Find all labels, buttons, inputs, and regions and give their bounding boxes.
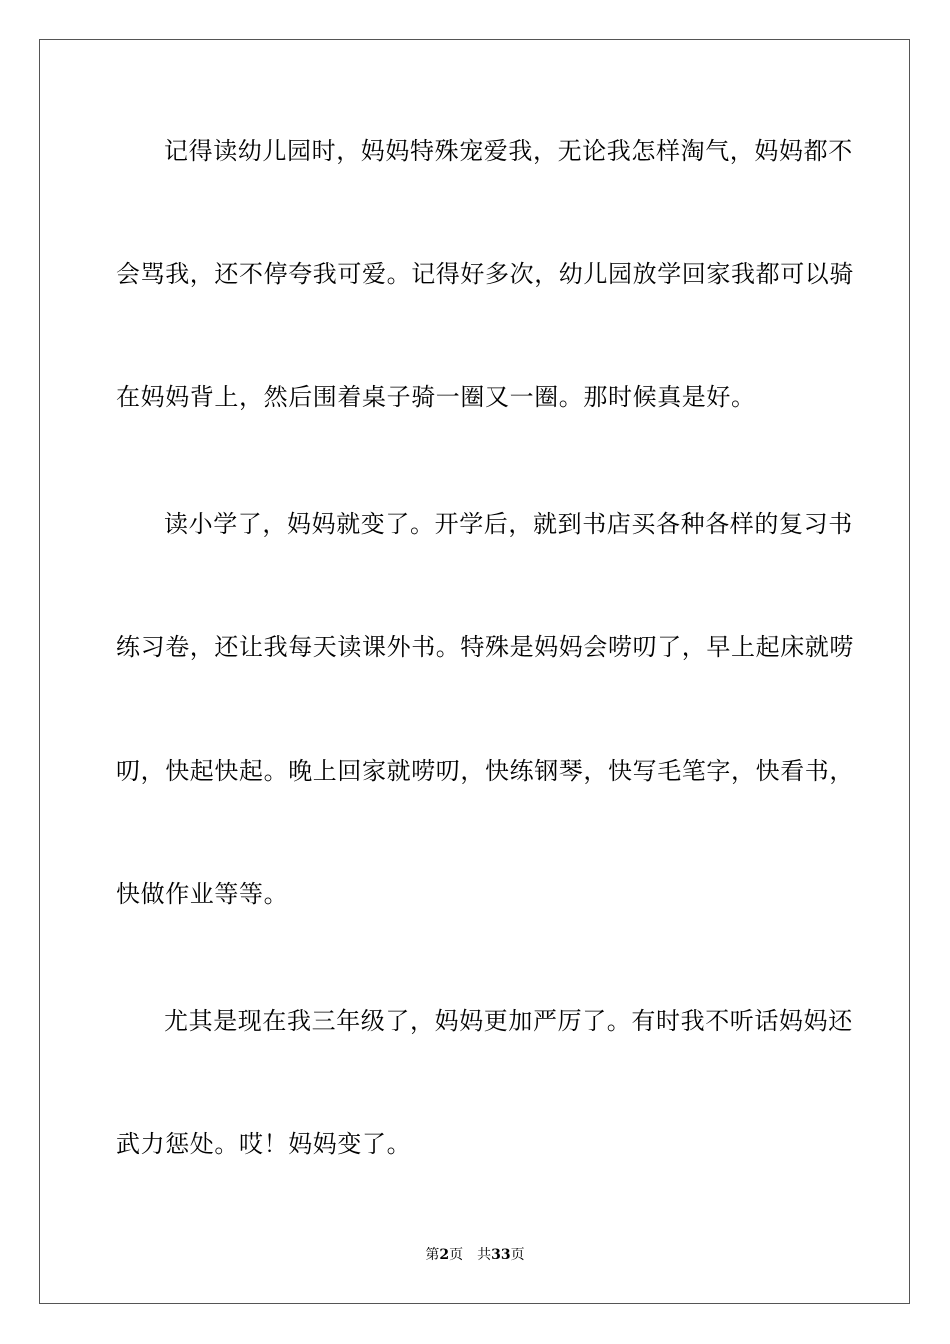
- paragraph-2-line-4: 快做作业等等。: [116, 880, 289, 908]
- paragraph-3-line-1: 尤其是现在我三年级了，妈妈更加严厉了。有时我不听话妈妈还: [164, 1007, 853, 1035]
- page-prefix: 第: [425, 1247, 440, 1263]
- paragraph-2-line-3: 叨，快起快起。晚上回家就唠叨，快练钢琴，快写毛笔字，快看书，: [116, 757, 854, 785]
- total-prefix: 共: [477, 1247, 492, 1263]
- paragraph-1-line-2: 会骂我，还不停夸我可爱。记得好多次，幼儿园放学回家我都可以骑: [116, 260, 854, 288]
- paragraph-3-line-2: 武力惩处。哎！妈妈变了。: [116, 1130, 412, 1158]
- paragraph-2-line-2: 练习卷，还让我每天读课外书。特殊是妈妈会唠叨了，早上起床就唠: [116, 633, 854, 661]
- total-pages: 33: [491, 1247, 511, 1263]
- page-suffix: 页: [449, 1247, 464, 1263]
- page-number: 2: [439, 1247, 450, 1263]
- total-suffix: 页: [510, 1247, 525, 1263]
- paragraph-1-line-3: 在妈妈背上，然后围着桌子骑一圈又一圈。那时候真是好。: [116, 383, 756, 411]
- paragraph-1-line-1: 记得读幼儿园时，妈妈特殊宠爱我，无论我怎样淘气，妈妈都不: [164, 137, 853, 165]
- page-footer: [0, 1246, 950, 1264]
- paragraph-2-line-1: 读小学了，妈妈就变了。开学后，就到书店买各种各样的复习书: [164, 510, 853, 538]
- page-border: [39, 39, 910, 1304]
